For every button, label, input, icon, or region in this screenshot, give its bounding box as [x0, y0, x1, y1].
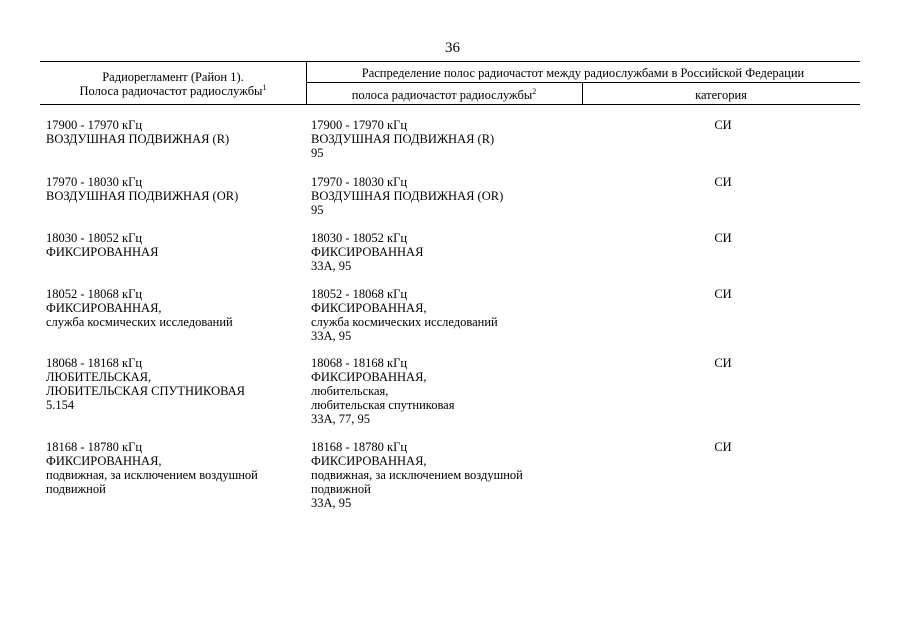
radio-regulations-cell-line: ФИКСИРОВАННАЯ,	[46, 454, 162, 468]
radio-regulations-cell-line: 18052 - 18068 кГц	[46, 287, 143, 301]
rf-band-cell	[311, 356, 571, 426]
header-band-text: полоса радиочастот радиослужбы	[351, 88, 533, 102]
radio-regulations-cell-line: служба космических исследований	[46, 315, 233, 329]
rf-band-cell-line: 17970 - 18030 кГц	[311, 175, 408, 189]
header-left-line1: Радиорегламент (Район 1).	[102, 70, 244, 84]
footnote-2-marker: 2	[532, 86, 537, 96]
category-cell: СИ	[714, 356, 732, 370]
rf-band-cell-line: ФИКСИРОВАННАЯ	[311, 245, 424, 259]
rf-band-cell	[311, 118, 571, 160]
radio-regulations-cell-line: подвижной	[46, 482, 106, 496]
header-sub-rule	[306, 82, 860, 83]
radio-regulations-cell-line: 5.154	[46, 398, 75, 412]
radio-regulations-cell	[46, 175, 296, 203]
radio-regulations-cell-line: 18168 - 18780 кГц	[46, 440, 143, 454]
category-cell: СИ	[714, 287, 732, 301]
radio-regulations-cell-line: ВОЗДУШНАЯ ПОДВИЖНАЯ (R)	[46, 132, 230, 146]
rf-band-cell-line: 33А, 95	[311, 329, 352, 343]
category-cell: СИ	[714, 440, 732, 454]
rf-band-cell-line: 95	[311, 146, 324, 160]
rf-band-cell-line: 33А, 77, 95	[311, 412, 371, 426]
radio-regulations-cell	[46, 287, 296, 329]
radio-regulations-cell-line: 17970 - 18030 кГц	[46, 175, 143, 189]
header-category-column: категория	[695, 88, 747, 102]
category-cell: СИ	[714, 118, 732, 132]
header-left-line2-text: Полоса радиочастот радиослужбы	[79, 84, 263, 98]
radio-regulations-cell-line: ЛЮБИТЕЛЬСКАЯ,	[46, 370, 152, 384]
rf-band-cell-line: любительская спутниковая	[311, 398, 455, 412]
rf-band-cell-line: 17900 - 17970 кГц	[311, 118, 408, 132]
radio-regulations-cell-line: 17900 - 17970 кГц	[46, 118, 143, 132]
rf-band-cell-line: ВОЗДУШНАЯ ПОДВИЖНАЯ (R)	[311, 132, 495, 146]
radio-regulations-cell-line: подвижная, за исключением воздушной	[46, 468, 258, 482]
header-left-line2	[40, 84, 306, 98]
rf-band-cell-line: 33А, 95	[311, 259, 352, 273]
rf-band-cell-line: 18168 - 18780 кГц	[311, 440, 408, 454]
rf-band-cell	[311, 440, 571, 510]
rf-band-cell-line: ВОЗДУШНАЯ ПОДВИЖНАЯ (OR)	[311, 189, 504, 203]
rf-band-cell	[311, 231, 571, 273]
rf-band-cell-line: служба космических исследований	[311, 315, 498, 329]
header-band-column	[306, 88, 582, 102]
rf-band-cell-line: подвижная, за исключением воздушной	[311, 468, 523, 482]
radio-regulations-cell-line: 18030 - 18052 кГц	[46, 231, 143, 245]
header-bottom-rule	[40, 104, 860, 105]
rf-band-cell	[311, 175, 571, 217]
table-top-rule	[40, 61, 860, 62]
radio-regulations-cell	[46, 440, 296, 496]
footnote-1-marker: 1	[262, 82, 267, 92]
rf-band-cell-line: 33А, 95	[311, 496, 352, 510]
rf-band-cell-line: любительская,	[311, 384, 389, 398]
radio-regulations-cell-line: ЛЮБИТЕЛЬСКАЯ СПУТНИКОВАЯ	[46, 384, 246, 398]
radio-regulations-cell	[46, 356, 296, 412]
rf-band-cell-line: 18030 - 18052 кГц	[311, 231, 408, 245]
category-cell: СИ	[714, 175, 732, 189]
rf-band-cell-line: 18052 - 18068 кГц	[311, 287, 408, 301]
page-number: 36	[445, 40, 460, 56]
rf-band-cell-line: подвижной	[311, 482, 371, 496]
rf-band-cell-line: 18068 - 18168 кГц	[311, 356, 408, 370]
radio-regulations-cell-line: 18068 - 18168 кГц	[46, 356, 143, 370]
radio-regulations-cell-line: ФИКСИРОВАННАЯ,	[46, 301, 162, 315]
category-cell: СИ	[714, 231, 732, 245]
radio-regulations-cell	[46, 118, 296, 146]
rf-band-cell	[311, 287, 571, 343]
rf-band-cell-line: ФИКСИРОВАННАЯ,	[311, 370, 427, 384]
radio-regulations-cell-line: ВОЗДУШНАЯ ПОДВИЖНАЯ (OR)	[46, 189, 239, 203]
radio-regulations-cell	[46, 231, 296, 259]
rf-band-cell-line: 95	[311, 203, 324, 217]
rf-band-cell-line: ФИКСИРОВАННАЯ,	[311, 301, 427, 315]
radio-regulations-cell-line: ФИКСИРОВАННАЯ	[46, 245, 159, 259]
rf-band-cell-line: ФИКСИРОВАННАЯ,	[311, 454, 427, 468]
header-distribution-title: Распределение полос радиочастот между радиослужбами в Российской Федерации	[361, 66, 805, 80]
